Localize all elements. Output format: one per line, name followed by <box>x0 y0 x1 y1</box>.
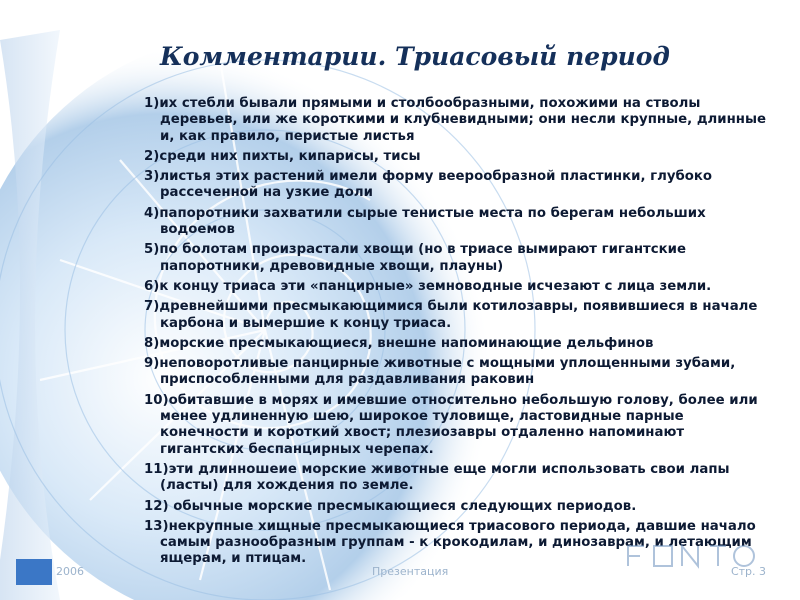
footer-date: 2006 <box>56 565 84 578</box>
list-item: 2)среди них пихты, кипарисы, тисы <box>144 148 421 164</box>
list-item: 7)древнейшими пресмыкающимися были котилозавры, появившиеся в начале карбона и вымершие к концу триаса. <box>144 299 758 331</box>
comment-list <box>144 96 768 572</box>
list-item: 5)по болотам произрастали хвощи (но в триасе вымирают гигантские папоротники, древовидные хвощи, плауны) <box>144 242 686 274</box>
list-item: 12) обычные морские пресмыкающиеся следующих периодов. <box>144 498 637 514</box>
list-item: 6)к концу триаса эти «панцирные» земноводные исчезают с лица земли. <box>144 278 712 294</box>
list-item: 4)папоротники захватили сырые тенистые места по берегам небольших водоемов <box>144 205 706 238</box>
list-item: 8)морские пресмыкающиеся, внешне напоминающие дельфинов <box>144 335 654 351</box>
page-number: Стр. 3 <box>730 565 766 578</box>
list-item: 1)их стебли бывали прямыми и столбообразными, похожими на стволы деревьев, или же короткими и клубневидными; они несли крупные, длинные и, как правило, перистые листья <box>144 96 767 144</box>
slide-title: Комментарии. Триасовый период <box>160 42 670 71</box>
footer-title: Презентация <box>372 565 449 578</box>
list-item: 9)неповоротливые панцирные животные с мощными уплощенными зубами, приспособленными для раздавливания раковин <box>144 356 736 388</box>
footer-accent-box <box>16 559 52 585</box>
list-item: 11)эти длинношеие морские животные еще могли использовать свои лапы (ласты) для хождения по земле. <box>144 461 730 494</box>
list-item: 3)листья этих растений имели форму веерообразной пластинки, глубоко рассеченной на узкие доли <box>144 169 713 201</box>
company-logo-icon <box>620 538 770 572</box>
list-item: 10)обитавшие в морях и имевшие относительно небольшую голову, более или менее удлиненную шею, широкое туловище, ластовидные парные конечности и короткий хвост; плезиозавры отдаленно напоминают гигантских беспанцирных черепах. <box>144 392 758 457</box>
list-item: 13)некрупные хищные пресмыкающиеся триасового периода, давшие начало самым разнообразным группам - к крокодилам, и динозаврам, и летающим ящерам, и птицам. <box>144 518 756 567</box>
